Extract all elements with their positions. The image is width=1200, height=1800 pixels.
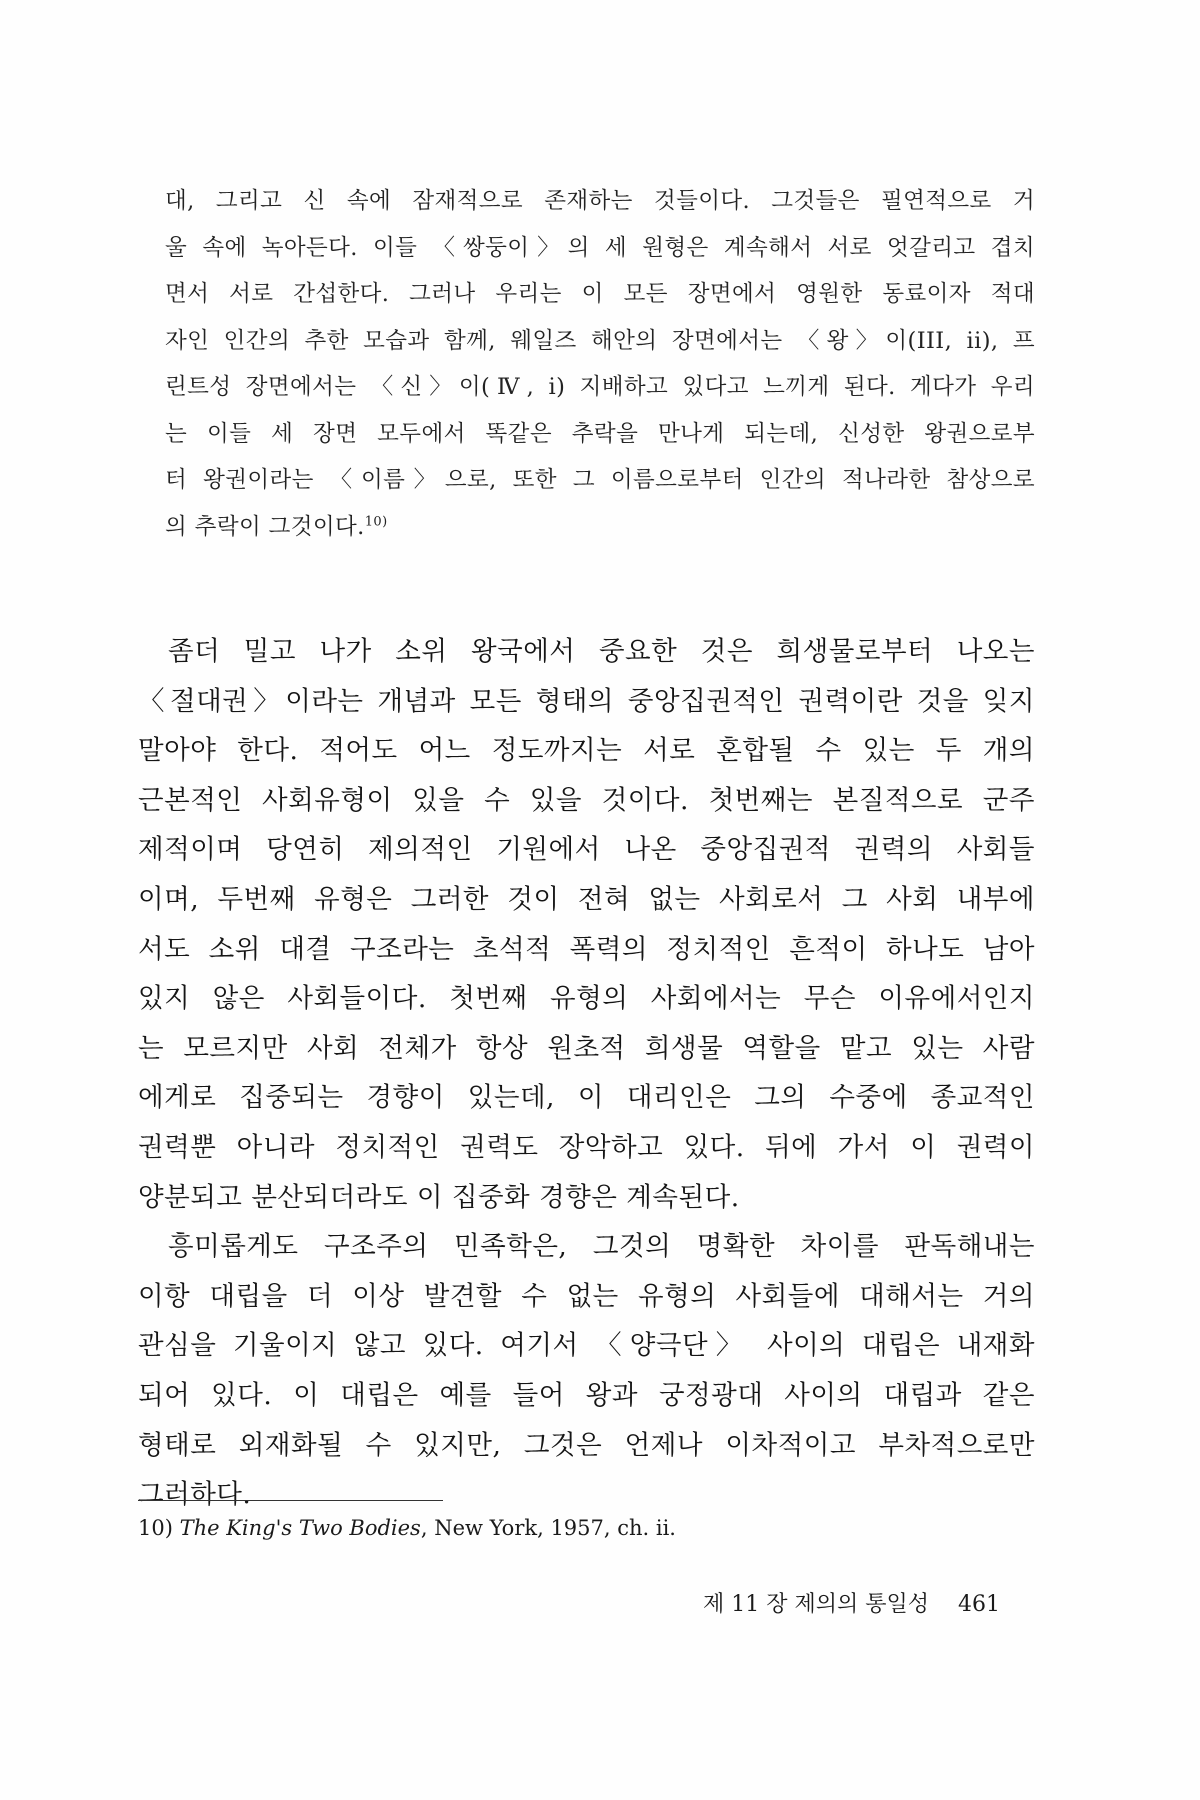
footnote-book-title: The King's Two Bodies xyxy=(179,1516,421,1540)
body-line: 〈절대권〉이라는 개념과 모든 형태의 중앙집권적인 권력이란 것을 잊지 xyxy=(138,685,1035,717)
quote-line-text: 의 추락이 그것이다. xyxy=(165,513,365,540)
page-number: 461 xyxy=(958,1592,1000,1617)
paragraph-first-line: 좀더 밀고 나가 소위 왕국에서 중요한 것은 희생물로부터 나오는 xyxy=(168,636,1035,667)
body-line: 근본적인 사회유형이 있을 수 있을 것이다. 첫번째는 본질적으로 군주 xyxy=(138,784,1035,816)
body-line: 말아야 한다. 적어도 어느 정도까지는 서로 혼합될 수 있는 두 개의 xyxy=(138,735,1035,767)
body-line: 서도 소위 대결 구조라는 초석적 폭력의 정치적인 흔적이 하나도 남아 xyxy=(138,933,1035,965)
body-text xyxy=(138,627,1035,1520)
footnote xyxy=(138,1513,676,1543)
body-line: 이항 대립을 더 이상 발견할 수 없는 유형의 사회들에 대해서는 거의 xyxy=(138,1280,1035,1312)
body-line: 있지 않은 사회들이다. 첫번째 유형의 사회에서는 무슨 이유에서인지 xyxy=(138,983,1035,1015)
footnote-divider xyxy=(138,1500,443,1501)
block-quote xyxy=(165,178,1035,550)
body-line: 는 모르지만 사회 전체가 항상 원초적 희생물 역할을 맡고 있는 사람 xyxy=(138,1032,1035,1064)
quote-line: 면서 서로 간섭한다. 그러나 우리는 이 모든 장면에서 영원한 동료이자 적대 xyxy=(165,281,1035,307)
body-line: 관심을 기울이지 않고 있다. 여기서 〈양극단〉 사이의 대립은 내재화 xyxy=(138,1330,1035,1362)
quote-line: 대, 그리고 신 속에 잠재적으로 존재하는 것들이다. 그것들은 필연적으로 거 xyxy=(165,188,1035,214)
body-line: 형태로 외재화될 수 있지만, 그것은 언제나 이차적이고 부차적으로만 xyxy=(138,1429,1035,1461)
running-footer xyxy=(703,1590,1000,1620)
body-line: 제적이며 당연히 제의적인 기원에서 나온 중앙집권적 권력의 사회들 xyxy=(138,834,1035,866)
body-line: 권력뿐 아니라 정치적인 권력도 장악하고 있다. 뒤에 가서 이 권력이 xyxy=(138,1131,1035,1163)
quote-line: 린트성 장면에서는 〈신〉이(Ⅳ, i) 지배하고 있다고 느끼게 된다. 게다가 우리 xyxy=(165,374,1035,400)
chapter-title: 제 11 장 제의의 통일성 xyxy=(703,1592,929,1617)
footnote-number: 10) xyxy=(138,1516,173,1540)
body-line: 되어 있다. 이 대립은 예를 들어 왕과 궁정광대 사이의 대립과 같은 xyxy=(138,1379,1035,1411)
body-line: 에게로 집중되는 경향이 있는데, 이 대리인은 그의 수중에 종교적인 xyxy=(138,1082,1035,1114)
quote-line: 울 속에 녹아든다. 이들 〈쌍둥이〉의 세 원형은 계속해서 서로 엇갈리고 겹치 xyxy=(165,234,1035,261)
footnote-reference[interactable]: 10) xyxy=(364,514,388,529)
quote-line: 터 왕권이라는 〈이름〉으로, 또한 그 이름으로부터 인간의 적나라한 참상으로 xyxy=(165,467,1035,493)
footnote-citation: , New York, 1957, ch. ii. xyxy=(420,1516,676,1540)
quote-line: 자인 인간의 추한 모습과 함께, 웨일즈 해안의 장면에서는 〈왕〉이(III, ii), 프 xyxy=(165,327,1035,354)
paragraph-last-line: 양분되고 분산되더라도 이 집중화 경향은 계속된다. xyxy=(138,1181,740,1213)
quote-line: 는 이들 세 장면 모두에서 똑같은 추락을 만나게 되는데, 신성한 왕권으로부 xyxy=(165,420,1035,447)
body-line: 이며, 두번째 유형은 그러한 것이 전혀 없는 사회로서 그 사회 내부에 xyxy=(138,883,1035,915)
paragraph-first-line: 흥미롭게도 구조주의 민족학은, 그것의 명확한 차이를 판독해내는 xyxy=(168,1231,1035,1263)
paragraph-last-line: 그러하다. xyxy=(138,1479,252,1511)
quote-last-line xyxy=(165,504,1035,551)
